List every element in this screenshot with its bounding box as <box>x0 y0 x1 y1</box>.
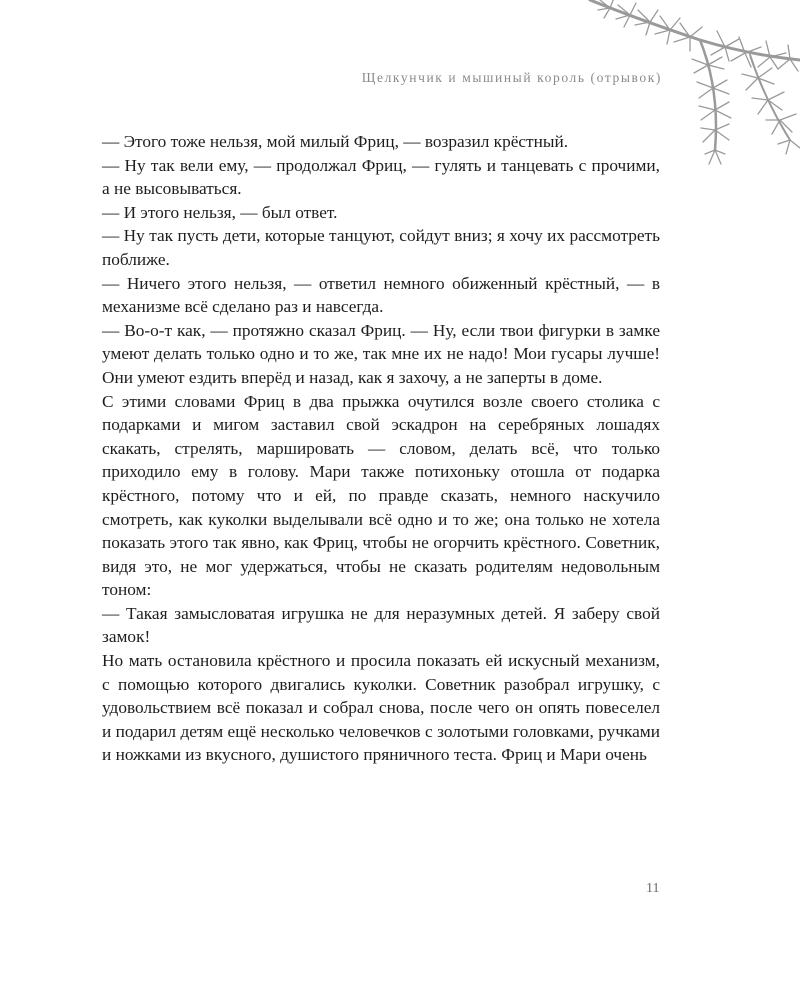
body-text <box>102 130 660 767</box>
paragraph: Но мать остановила крёстного и просила показать ей искусный механизм, с помощью которого двигались куколки. Советник разобрал игрушку, с удовольствием всё показал и собрал снова, после чего он опять повеселел и подарил детям ещё несколько человечков с золотыми головками, ручками и ножками из вкусного, душистого пряничного теста. Фриц и Мари очень <box>102 651 660 765</box>
paragraph: С этими словами Фриц в два прыжка очутился возле своего столика с подарками и мигом заставил свой эскадрон на серебряных лошадях скакать, стрелять, маршировать — словом, делать всё, что только приходило ему в голову. Мари также потихоньку отошла от подарка крёстного, потому что и ей, по правде сказать, немного наскучило смотреть, как куколки выделывали всё одно и то же; она только не хотела показать этого так явно, как Фриц, чтобы не огорчить крёстного. Советник, видя это, не мог удержаться, чтобы не сказать родителям недовольным тоном: <box>102 391 660 600</box>
paragraph: — Ну так вели ему, — продолжал Фриц, — гулять и танцевать с прочими, а не высовываться. <box>102 155 660 199</box>
paragraph: — Ничего этого нельзя, — ответил немного обиженный крёстный, — в механизме всё сделано раз и навсегда. <box>102 273 660 317</box>
paragraph: — Этого тоже нельзя, мой милый Фриц, — возразил крёстный. <box>102 132 569 151</box>
paragraph: — Такая замысловатая игрушка не для неразумных детей. Я заберу свой замок! <box>102 603 660 647</box>
paragraph: — Ну так пусть дети, которые танцуют, сойдут вниз; я хочу их рассмотреть поближе. <box>102 226 660 269</box>
paragraph: — И этого нельзя, — был ответ. <box>102 202 338 222</box>
running-header-title: Щелкунчик и мышиный король (отрывок) <box>361 70 662 85</box>
page-number: 11 <box>646 881 660 896</box>
paragraph: — Во-о-т как, — протяжно сказал Фриц. — Ну, если твои фигурки в замке умеют делать только одно и то же, так мне их не надо! Мои гусары лучше! Они умеют ездить вперёд и назад, как я захочу, а не заперты в доме. <box>102 320 660 387</box>
